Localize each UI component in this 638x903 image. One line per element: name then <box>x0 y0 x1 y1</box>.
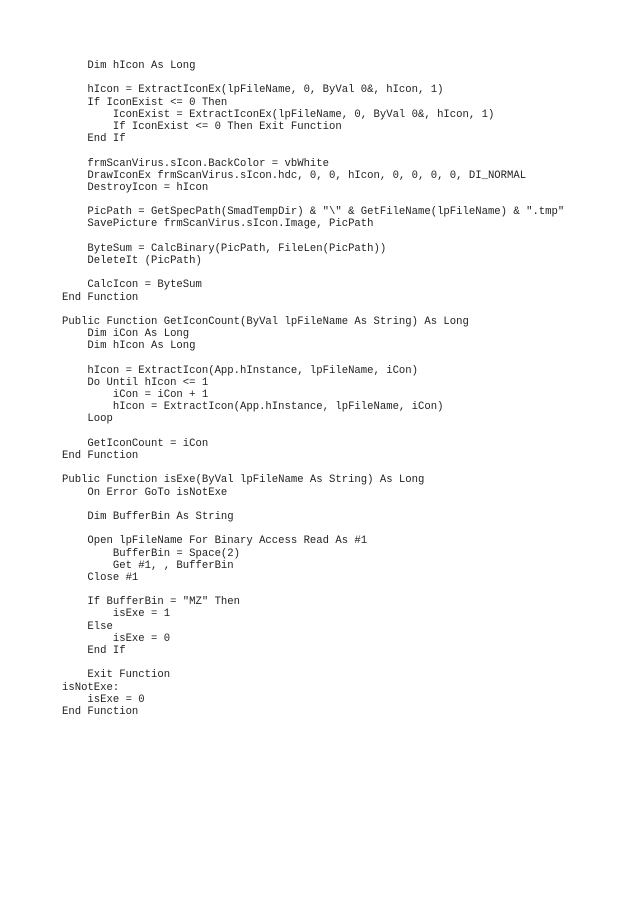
code-line <box>62 72 564 84</box>
code-line: IconExist = ExtractIconEx(lpFileName, 0, ByVal 0&, hIcon, 1) <box>62 108 495 121</box>
code-line: End If <box>62 645 126 657</box>
code-line: isExe = 0 <box>62 693 145 706</box>
code-line <box>62 523 564 535</box>
code-line: On Error GoTo isNotExe <box>62 486 228 499</box>
code-line <box>62 462 564 474</box>
code-line: hIcon = ExtractIcon(App.hInstance, lpFileName, iCon) <box>62 401 444 414</box>
code-line <box>62 194 564 206</box>
code-line: End Function <box>62 450 139 462</box>
code-line: Loop <box>62 413 113 426</box>
code-line: Open lpFileName For Binary Access Read As #1 <box>62 535 368 548</box>
code-line <box>62 426 564 438</box>
code-line: hIcon = ExtractIconEx(lpFileName, 0, ByVal 0&, hIcon, 1) <box>62 84 444 97</box>
code-line: DeleteIt (PicPath) <box>62 255 202 267</box>
code-line: Dim BufferBin As String <box>62 510 234 523</box>
code-line <box>62 584 564 596</box>
code-line: BufferBin = Space(2) <box>62 547 241 560</box>
code-line: Dim hIcon As Long <box>62 60 196 72</box>
code-line: DestroyIcon = hIcon <box>62 181 209 194</box>
code-line: Exit Function <box>62 669 171 682</box>
code-line: CalcIcon = ByteSum <box>62 279 202 292</box>
code-line: Public Function GetIconCount(ByVal lpFileName As String) As Long <box>62 315 469 328</box>
code-line: isExe = 0 <box>62 632 171 645</box>
code-line <box>62 231 564 243</box>
code-line <box>62 304 564 316</box>
code-line: Do Until hIcon <= 1 <box>62 376 209 389</box>
code-line: End Function <box>62 291 139 304</box>
code-line: frmScanVirus.sIcon.BackColor = vbWhite <box>62 157 330 170</box>
code-line: Dim iCon As Long <box>62 328 190 341</box>
code-line: Public Function isExe(ByVal lpFileName As String) As Long <box>62 474 425 487</box>
code-line: Else <box>62 620 113 633</box>
code-line: Get #1, , BufferBin <box>62 559 234 572</box>
code-line: isExe = 1 <box>62 608 171 621</box>
code-listing <box>62 60 564 718</box>
code-line: DrawIconEx frmScanVirus.sIcon.hdc, 0, 0, hIcon, 0, 0, 0, 0, DI_NORMAL <box>62 169 527 182</box>
code-line: PicPath = GetSpecPath(SmadTempDir) & "\" & GetFileName(lpFileName) & ".tmp" <box>62 206 565 219</box>
code-line: If BufferBin = "MZ" Then <box>62 596 241 609</box>
code-line <box>62 353 564 365</box>
code-line <box>62 499 564 511</box>
code-line: isNotExe: <box>62 681 120 694</box>
code-line: GetIconCount = iCon <box>62 437 209 450</box>
code-line: hIcon = ExtractIcon(App.hInstance, lpFileName, iCon) <box>62 364 419 377</box>
code-line: Close #1 <box>62 571 139 584</box>
code-line: End If <box>62 133 126 146</box>
code-line: ByteSum = CalcBinary(PicPath, FileLen(PicPath)) <box>62 242 387 255</box>
code-line: SavePicture frmScanVirus.sIcon.Image, PicPath <box>62 218 374 231</box>
code-line <box>62 657 564 669</box>
code-line <box>62 267 564 279</box>
code-line: If IconExist <= 0 Then Exit Function <box>62 120 342 133</box>
code-line: End Function <box>62 705 139 718</box>
code-line: iCon = iCon + 1 <box>62 389 209 402</box>
code-line <box>62 145 564 157</box>
code-line: Dim hIcon As Long <box>62 340 196 353</box>
code-line: If IconExist <= 0 Then <box>62 96 228 109</box>
